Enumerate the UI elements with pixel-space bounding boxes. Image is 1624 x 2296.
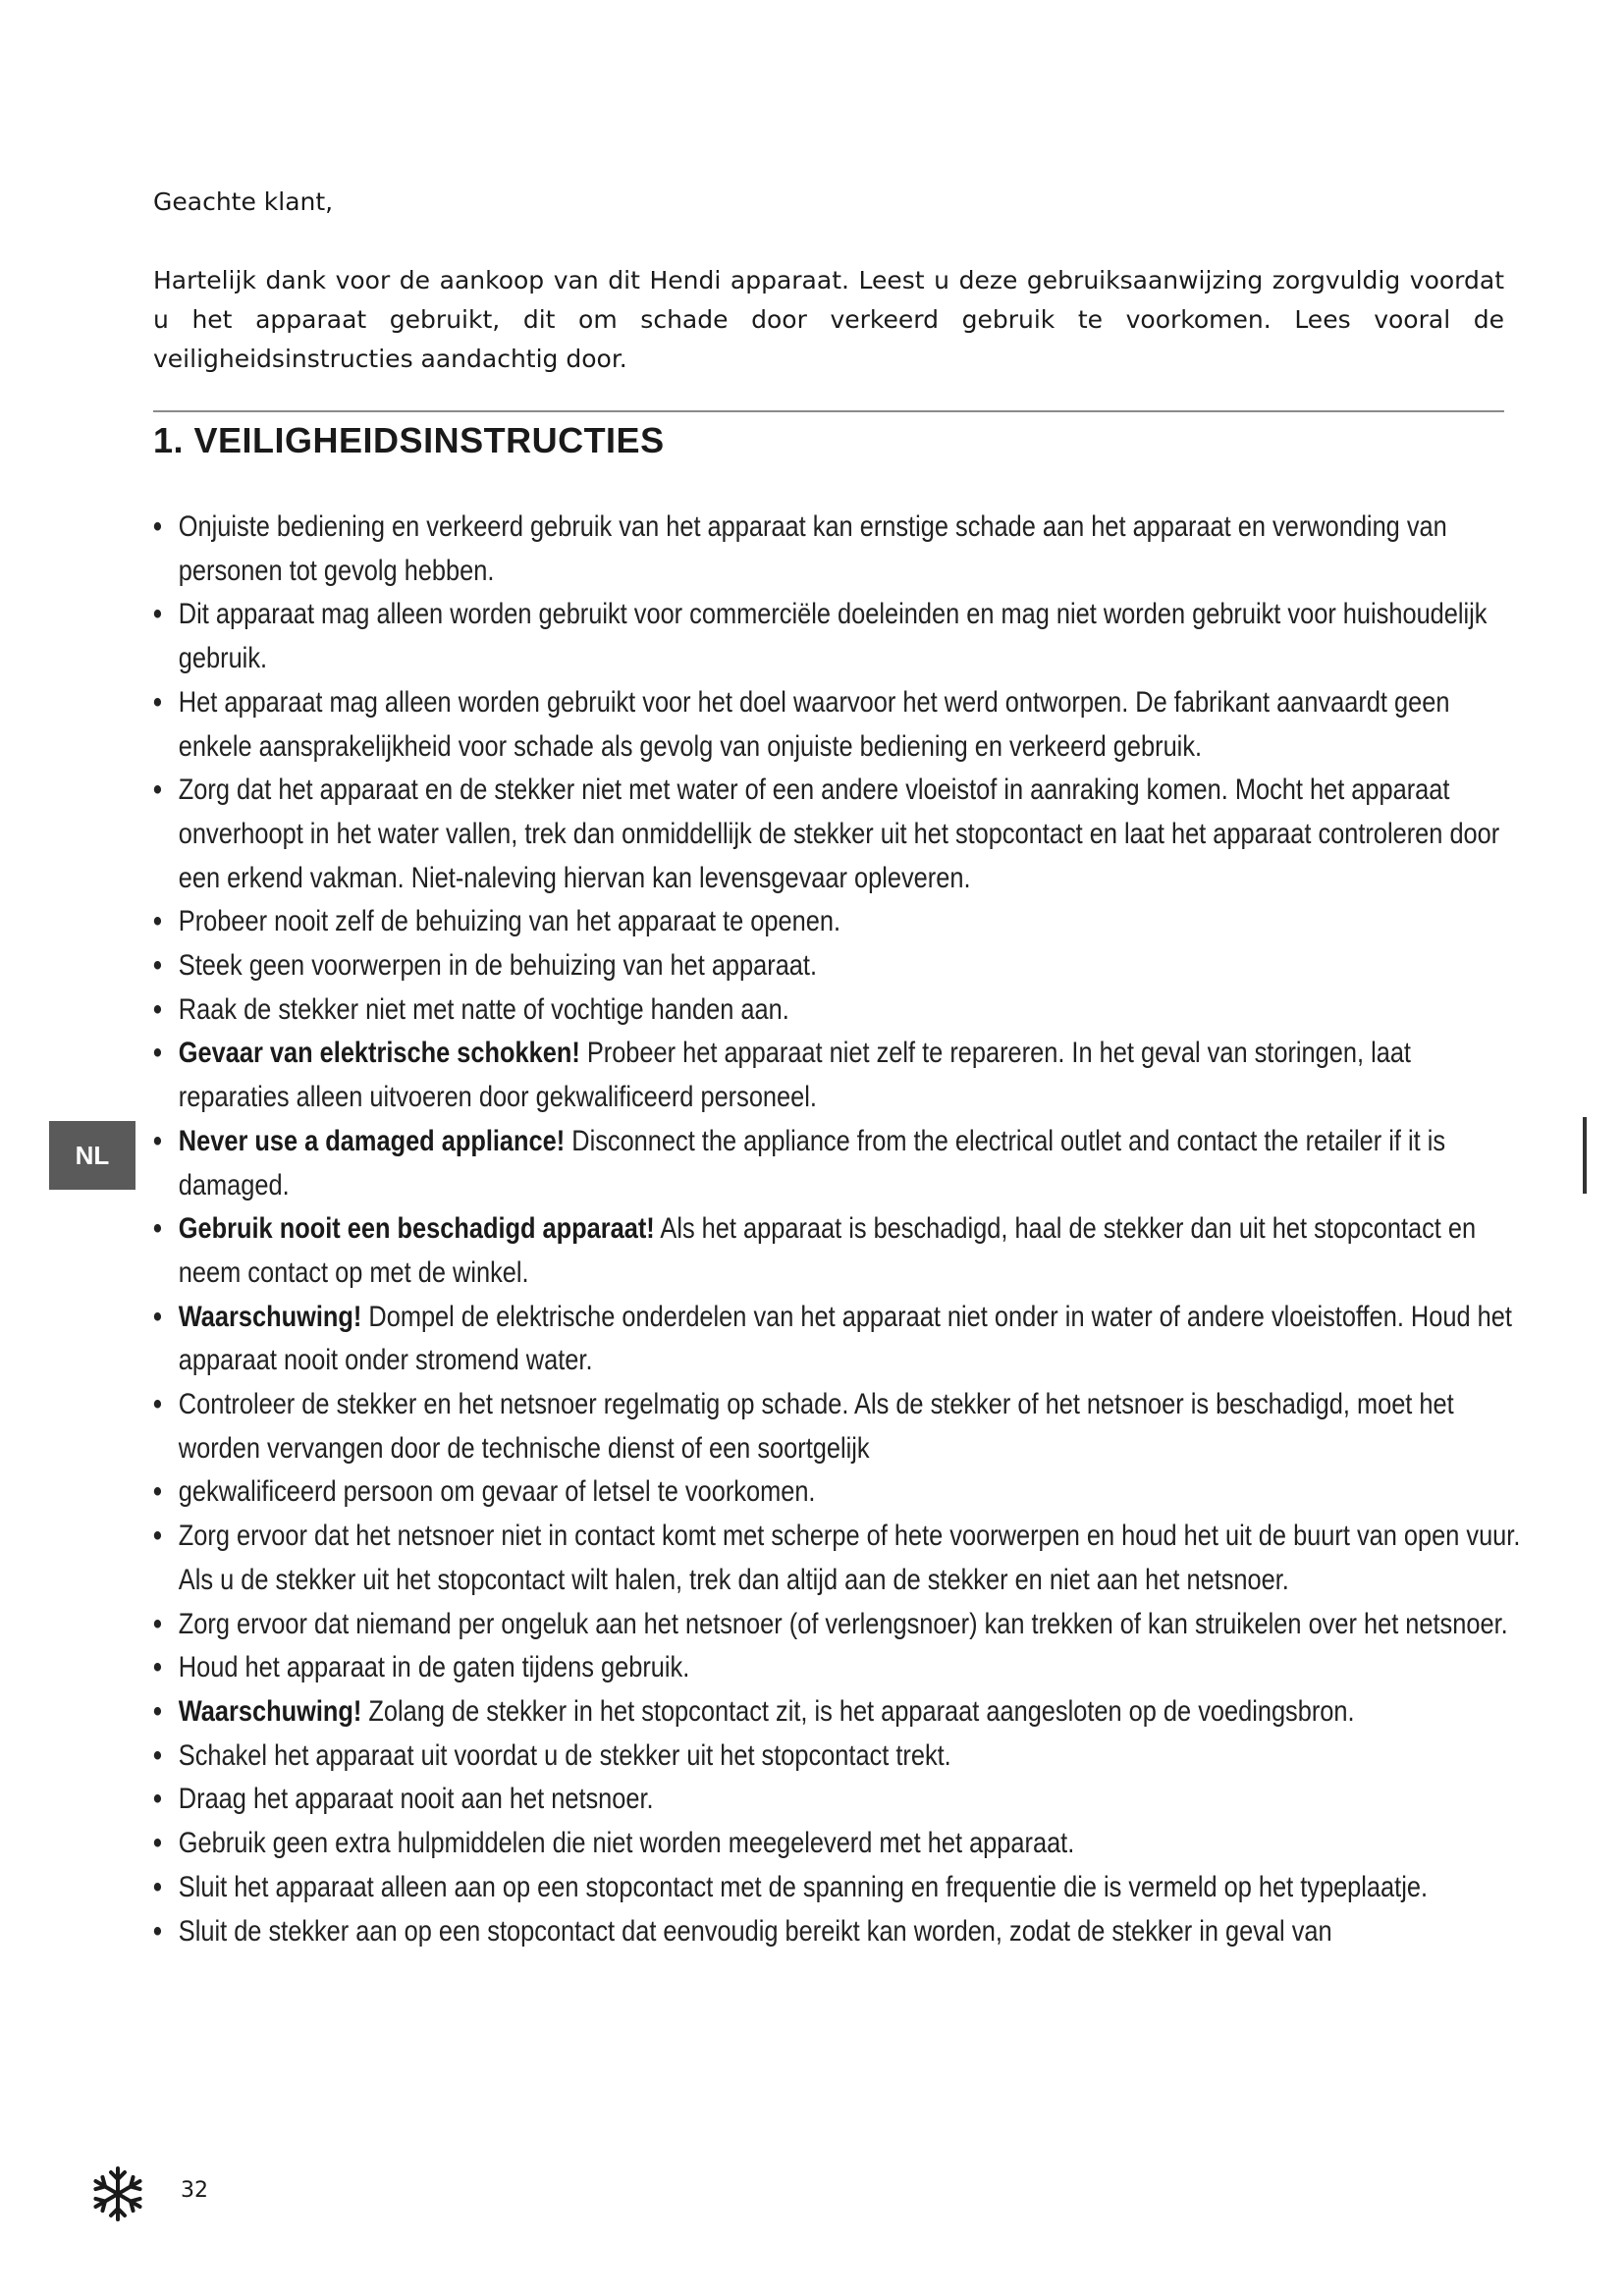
list-item: • Sluit het apparaat alleen aan op een stopcontact met de spanning en frequentie die is vermeld op het typeplaatje.: [153, 1866, 1526, 1910]
list-item: • Draag het apparaat nooit aan het netsnoer.: [153, 1778, 1526, 1822]
list-item: • gekwalificeerd persoon om gevaar of letsel te voorkomen.: [153, 1470, 1526, 1515]
list-item: • Controleer de stekker en het netsnoer regelmatig op schade. Als de stekker of het netsnoer is beschadigd, moet het worden vervangen door de technische dienst of een soortgelijk: [153, 1383, 1526, 1470]
warning-lead: Waarschuwing!: [178, 1300, 362, 1333]
list-item: • Probeer nooit zelf de behuizing van het apparaat te openen.: [153, 900, 1526, 944]
warning-lead: Gebruik nooit een beschadigd apparaat!: [178, 1212, 655, 1246]
warning-lead: Gevaar van elektrische schokken!: [178, 1037, 580, 1070]
list-item: • Houd het apparaat in de gaten tijdens gebruik.: [153, 1646, 1526, 1690]
list-item: • Gebruik geen extra hulpmiddelen die niet worden meegeleverd met het apparaat.: [153, 1822, 1526, 1866]
intro-paragraph: Hartelijk dank voor de aankoop van dit Hendi apparaat. Leest u deze gebruiksaanwijzing zorgvuldig voordat u het apparaat gebruikt, dit om schade door verkeerd gebruik te voorkomen. Lees vooral de veiligheidsinstructies aandachtig door.: [153, 266, 1504, 373]
list-item: • Onjuiste bediening en verkeerd gebruik van het apparaat kan ernstige schade aan het apparaat en verwonding van personen tot gevolg hebben.: [153, 506, 1526, 593]
list-item: • Het apparaat mag alleen worden gebruikt voor het doel waarvoor het werd ontworpen. De fabrikant aanvaardt geen enkele aansprakelijkheid voor schade als gevolg van onjuiste bediening en verkeerd gebruik.: [153, 681, 1526, 769]
list-item: • Gebruik nooit een beschadigd apparaat! Als het apparaat is beschadigd, haal de stekker dan uit het stopcontact en neem contact op met de winkel.: [153, 1207, 1526, 1295]
language-tab: NL: [49, 1121, 135, 1190]
list-item: • Zorg dat het apparaat en de stekker niet met water of een andere vloeistof in aanraking komen. Mocht het apparaat onverhoopt in het water vallen, trek dan onmiddellijk de stekker uit het stopcontact en laat het apparaat controleren door een erkend vakman. Niet-naleving hiervan kan levensgevaar opleveren.: [153, 769, 1526, 900]
list-item: • Waarschuwing! Dompel de elektrische onderdelen van het apparaat niet onder in water of andere vloeistoffen. Houd het apparaat nooit onder stromend water.: [153, 1296, 1526, 1383]
warning-lead: Never use a damaged appliance!: [178, 1124, 566, 1157]
list-item: • Never use a damaged appliance! Disconnect the appliance from the electrical outlet and contact the retailer if it is damaged.: [153, 1120, 1526, 1207]
list-item: • Raak de stekker niet met natte of vochtige handen aan.: [153, 988, 1526, 1033]
list-item: • Gevaar van elektrische schokken! Probeer het apparaat niet zelf te repareren. In het geval van storingen, laat reparaties alleen uitvoeren door gekwalificeerd personeel.: [153, 1032, 1526, 1119]
list-item: • Sluit de stekker aan op een stopcontact dat eenvoudig bereikt kan worden, zodat de stekker in geval van: [153, 1910, 1526, 1954]
list-item: • Waarschuwing! Zolang de stekker in het stopcontact zit, is het apparaat aangesloten op de voedingsbron.: [153, 1690, 1526, 1735]
greeting: Geachte klant,: [153, 187, 334, 216]
page-number: 32: [181, 2178, 208, 2203]
list-item: • Zorg ervoor dat niemand per ongeluk aan het netsnoer (of verlengsnoer) kan trekken of kan struikelen over het netsnoer.: [153, 1603, 1526, 1647]
warning-lead: Waarschuwing!: [178, 1694, 362, 1728]
list-item: • Dit apparaat mag alleen worden gebruikt voor commerciële doeleinden en mag niet worden gebruikt voor huishoudelijk gebruik.: [153, 593, 1526, 680]
snowflake-icon: [88, 2164, 147, 2223]
list-item: • Schakel het apparaat uit voordat u de stekker uit het stopcontact trekt.: [153, 1735, 1526, 1779]
list-item: • Zorg ervoor dat het netsnoer niet in contact komt met scherpe of hete voorwerpen en houd het uit de buurt van open vuur. Als u de stekker uit het stopcontact wilt halen, trek dan altijd aan de stekker en niet aan het netsnoer.: [153, 1515, 1526, 1602]
page-edge-marker: [1583, 1117, 1587, 1194]
list-item: • Steek geen voorwerpen in de behuizing van het apparaat.: [153, 944, 1526, 988]
safety-list: [153, 506, 1521, 1953]
section-heading: 1. VEILIGHEIDSINSTRUCTIES: [153, 420, 665, 460]
section-divider: [153, 410, 1504, 412]
